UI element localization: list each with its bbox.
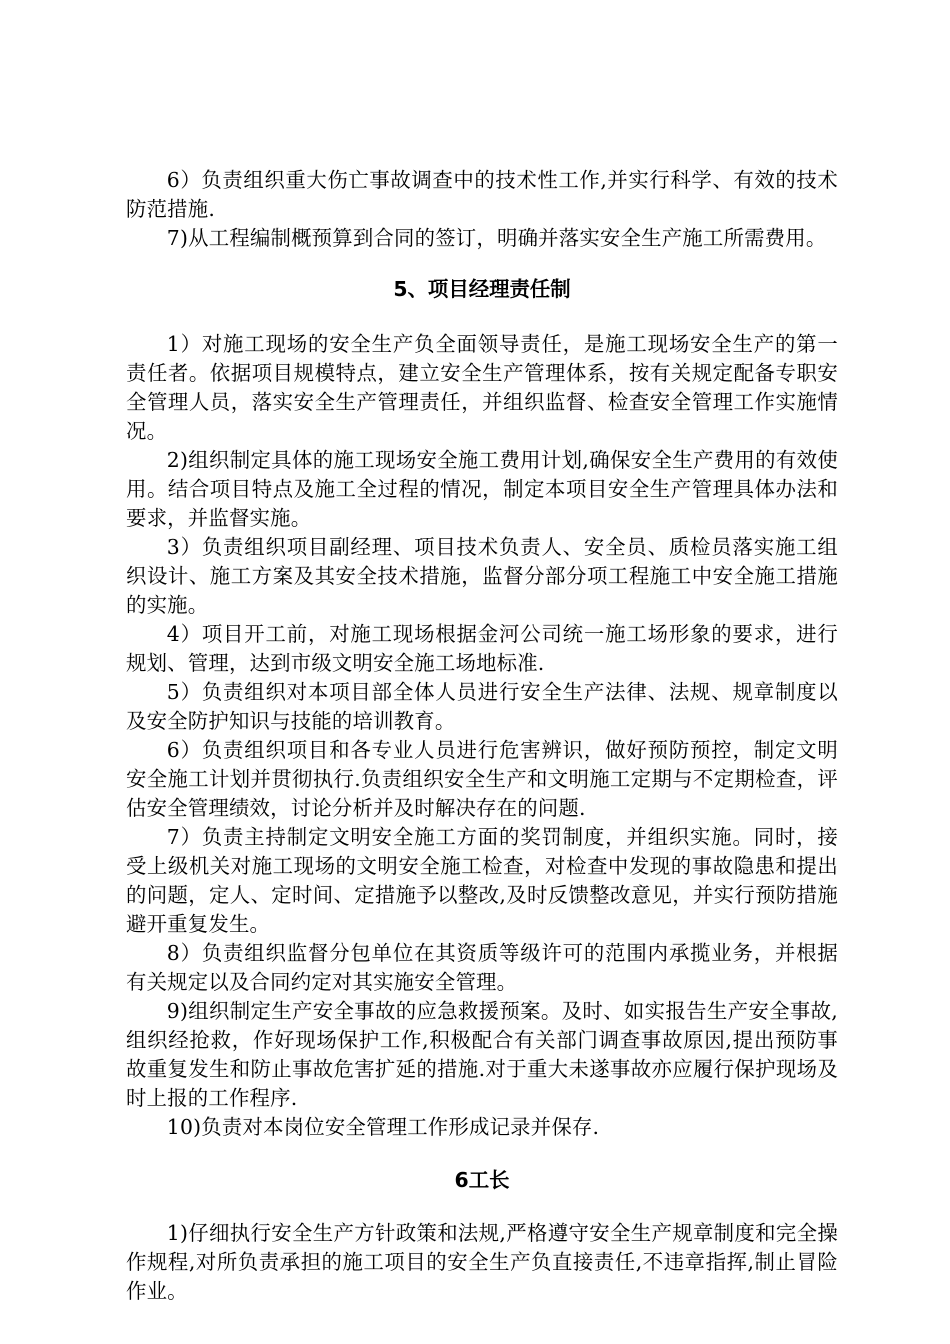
paragraph: 7)从工程编制概预算到合同的签订，明确并落实安全生产施工所需费用。 [166, 226, 827, 250]
paragraph: 8）负责组织监督分包单位在其资质等级许可的范围内承揽业务，并根据有关规定以及合同约定对其实施安全管理。 [126, 941, 838, 994]
section-heading: 6工长 [454, 1168, 510, 1192]
paragraph: 6）负责组织项目和各专业人员进行危害辨识，做好预防预控，制定文明安全施工计划并贯彻执行.负责组织安全生产和文明施工定期与不定期检查，评估安全管理绩效，讨论分析并及时解决存在的问题. [126, 738, 838, 820]
paragraph: 3）负责组织项目副经理、项目技术负责人、安全员、质检员落实施工组织设计、施工方案及其安全技术措施，监督分部分项工程施工中安全施工措施的实施。 [126, 535, 838, 617]
paragraph: 2)组织制定具体的施工现场安全施工费用计划,确保安全生产费用的有效使用。结合项目特点及施工全过程的情况，制定本项目安全生产管理具体办法和要求，并监督实施。 [126, 448, 838, 530]
document-page [126, 166, 838, 1306]
paragraph: 1)仔细执行安全生产方针政策和法规,严格遵守安全生产规章制度和完全操作规程,对所负责承担的施工项目的安全生产负直接责任,不违章指挥,制止冒险作业。 [126, 1221, 838, 1303]
paragraph: 4）项目开工前，对施工现场根据金河公司统一施工场形象的要求，进行规划、管理，达到市级文明安全施工场地标准. [126, 622, 838, 675]
paragraph: 10)负责对本岗位安全管理工作形成记录并保存. [166, 1115, 600, 1139]
section-foreman [126, 1166, 838, 1306]
paragraph: 1）对施工现场的安全生产负全面领导责任，是施工现场安全生产的第一责任者。依据项目规模特点，建立安全生产管理体系，按有关规定配备专职安全管理人员，落实安全生产管理责任，并组织监督、检查安全管理工作实施情况。 [126, 332, 838, 443]
paragraph: 5）负责组织对本项目部全体人员进行安全生产法律、法规、规章制度以及安全防护知识与技能的培训教育。 [126, 680, 838, 733]
section-foreman-duties-continued [126, 166, 838, 253]
paragraph: 9)组织制定生产安全事故的应急救援预案。及时、如实报告生产安全事故,组织经抢救，作好现场保护工作,积极配合有关部门调查事故原因,提出预防事故重复发生和防止事故危害扩延的措施.对于重大未遂事故亦应履行保护现场及时上报的工作程序. [126, 999, 838, 1110]
section-project-manager-responsibility [126, 275, 838, 1142]
section-heading: 5、项目经理责任制 [393, 277, 571, 301]
paragraph: 6）负责组织重大伤亡事故调查中的技术性工作,并实行科学、有效的技术防范措施. [126, 168, 838, 221]
paragraph: 7）负责主持制定文明安全施工方面的奖罚制度，并组织实施。同时，接受上级机关对施工现场的文明安全施工检查，对检查中发现的事故隐患和提出的问题，定人、定时间、定措施予以整改,及时反馈整改意见，并实行预防措施避开重复发生。 [126, 825, 838, 936]
